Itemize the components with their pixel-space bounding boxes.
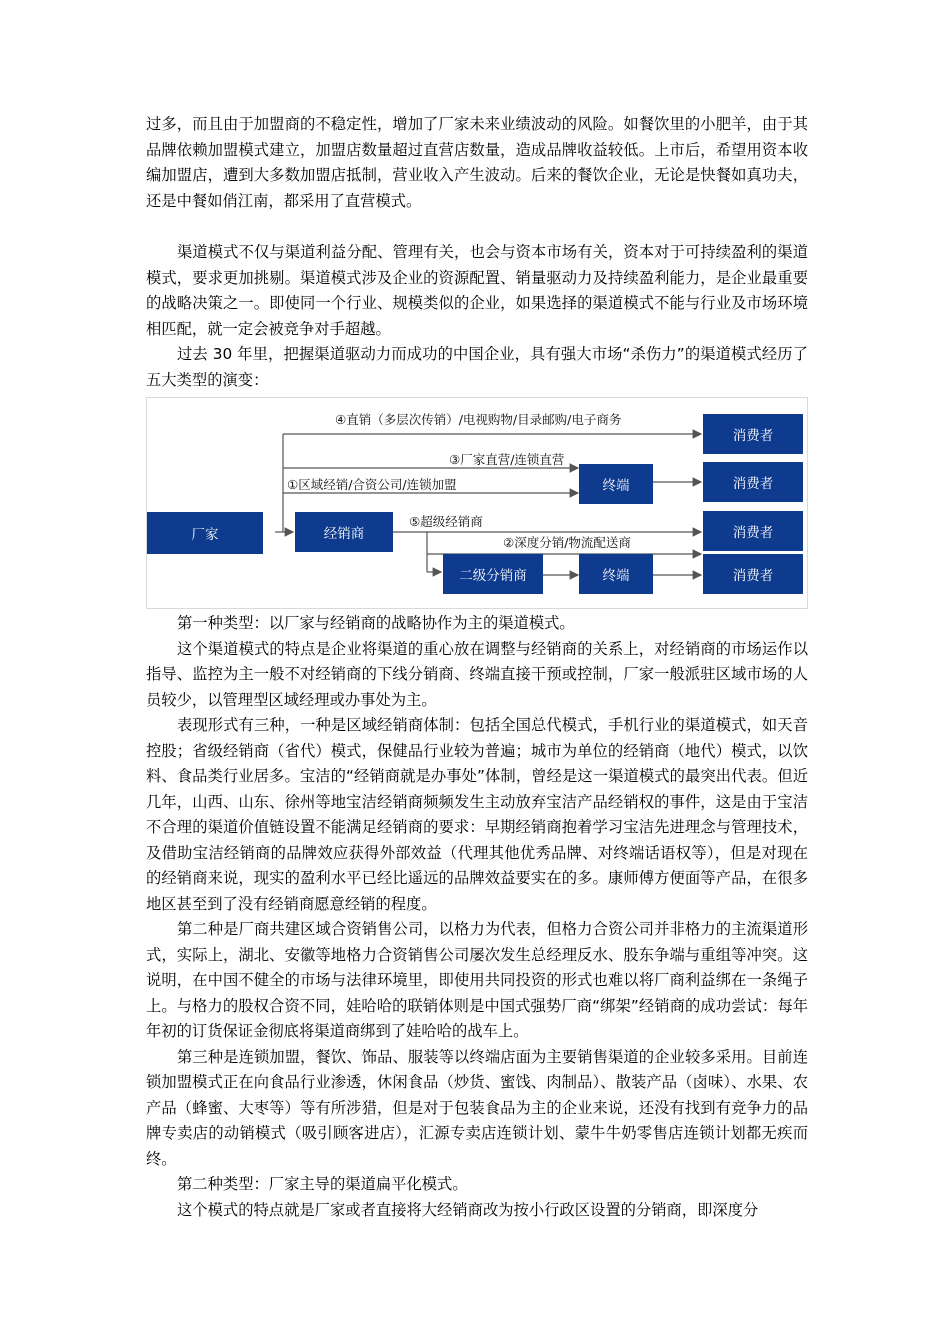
paragraph-form-1: 表现形式有三种，一种是区域经销商体制：包括全国总代模式，手机行业的渠道模式，如天音控股；省级经销商（省代）模式，保健品行业较为普遍；城市为单位的经销商（地代）模式，以饮料、食品类行业居多。宝洁的“经销商就是办事处”体制，曾经是这一渠道模式的最突出代表。但近几年，山西、山东、徐州等地宝洁经销商频频发生主动放弃宝洁产品经销权的事件，这是由于宝洁不合理的渠道价值链设置不能满足经销商的要求：早期经销商抱着学习宝洁先进理念与管理技术，及借助宝洁经销商的品牌效应获得外部效益（代理其他优秀品牌、对终端话语权等），但是对现在的经销商来说，现实的盈利水平已经比遥远的品牌效益要实在的多。康师傅方便面等产品，在很多地区甚至到了没有经销商愿意经销的程度。 [146, 716, 808, 913]
paragraph-3: 过去 30 年里，把握渠道驱动力而成功的中国企业，具有强大市场“杀伤力”的渠道模式经历了五大类型的演变： [146, 345, 808, 389]
terminal-box-bottom: 终端 [579, 554, 653, 594]
paragraph-1: 过多，而且由于加盟商的不稳定性，增加了厂家未来业绩波动的风险。如餐饮里的小肥羊，由于其品牌依赖加盟模式建立，加盟店数量超过直营店数量，造成品牌收益较低。上市后，希望用资本收编加盟店，遭到大多数加盟店抵制，营业收入产生波动。后来的餐饮企业，无论是快餐如真功夫，还是中餐如俏江南，都采用了直营模式。 [146, 115, 808, 210]
dealer-box: 经销商 [295, 512, 393, 552]
label-regional: ①区域经销/合资公司/连锁加盟 [287, 477, 457, 492]
label-super-dealer: ⑤超级经销商 [409, 514, 483, 529]
label-direct-sales: ④直销（多层次传销）/电视购物/目录邮购/电子商务 [335, 412, 622, 427]
terminal-box-top: 终端 [579, 464, 653, 504]
factory-box: 厂家 [147, 512, 263, 554]
sub-distributor-box: 二级分销商 [443, 554, 543, 594]
paragraph-2: 渠道模式不仅与渠道利益分配、管理有关，也会与资本市场有关，资本对于可持续盈利的渠道模式，要求更加挑剔。渠道模式涉及企业的资源配置、销量驱动力及持续盈利能力，是企业最重要的战略决策之一。即使同一个行业、规模类似的企业，如果选择的渠道模式不能与行业及市场环境相匹配，就一定会被竞争对手超越。 [146, 243, 808, 338]
paragraph-form-3: 第三种是连锁加盟，餐饮、饰品、服装等以终端店面为主要销售渠道的企业较多采用。目前连锁加盟模式正在向食品行业渗透，休闲食品（炒货、蜜饯、肉制品）、散装产品（卤味）、水果、农产品（蜂蜜、大枣等）等有所涉猎，但是对于包装食品为主的企业来说，还没有找到有竞争力的品牌专卖店的动销模式（吸引顾客进店），汇源专卖店连锁计划、蒙牛牛奶零售店连锁计划都无疾而终。 [146, 1047, 808, 1168]
consumer-box-4: 消费者 [703, 554, 803, 594]
consumer-box-3: 消费者 [703, 511, 803, 551]
document-page [146, 112, 808, 1223]
paragraph-type-2-desc: 这个模式的特点就是厂家或者直接将大经销商改为按小行政区设置的分销商，即深度分 [177, 1200, 759, 1219]
label-deep-distribution: ②深度分销/物流配送商 [503, 535, 631, 550]
paragraph-type-1-desc: 这个渠道模式的特点是企业将渠道的重心放在调整与经销商的关系上，对经销商的市场运作以指导、监控为主一般不对经销商的下线分销商、终端直接干预或控制，厂家一般派驻区域市场的人员较少，以管理型区域经理或办事处为主。 [146, 639, 808, 709]
paragraph-form-2: 第二种是厂商共建区域合资销售公司，以格力为代表，但格力合资公司并非格力的主流渠道形式，实际上，湖北、安徽等地格力合资销售公司屡次发生总经理反水、股东争端与重组等冲突。这说明，在中国不健全的市场与法律环境里，即使用共同投资的形式也难以将厂商利益绑在一条绳子上。与格力的股权合资不同，娃哈哈的联销体则是中国式强势厂商“绑架”经销商的成功尝试：每年年初的订货保证金彻底将渠道商绑到了娃哈哈的战车上。 [146, 920, 808, 1040]
consumer-box-2: 消费者 [703, 462, 803, 502]
consumer-box-1: 消费者 [703, 414, 803, 454]
paragraph-type-1-heading: 第一种类型：以厂家与经销商的战略协作为主的渠道模式。 [177, 614, 575, 632]
channel-evolution-diagram [146, 397, 808, 609]
paragraph-type-2-heading: 第二种类型：厂家主导的渠道扁平化模式。 [177, 1175, 468, 1193]
label-factory-direct: ③厂家直营/连锁直营 [449, 452, 565, 467]
